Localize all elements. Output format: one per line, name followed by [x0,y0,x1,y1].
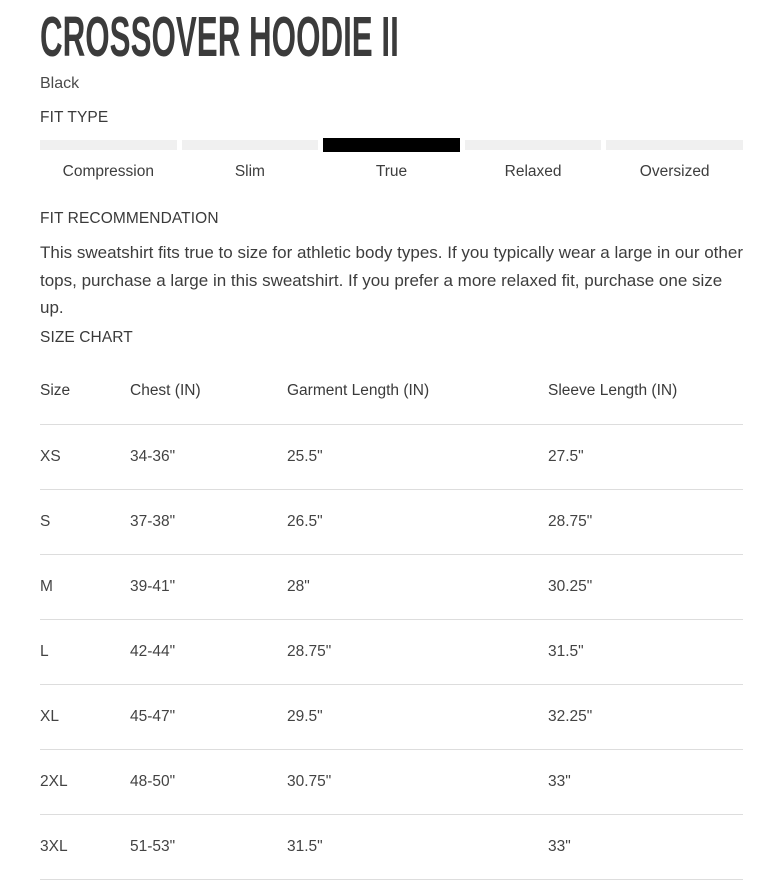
garment-length-cell: 31.5" [287,837,323,855]
size-cell: XL [40,707,59,725]
page-title [40,5,743,69]
fit-bar-track [465,138,602,152]
sleeve-length-cell: 32.25" [548,707,593,725]
fit-bar [606,140,743,150]
fit-option [465,138,602,181]
table-row [40,815,743,880]
chest-cell: 37-38" [130,512,176,530]
column-header-sleeve-length: Sleeve Length (IN) [548,382,678,399]
chest-cell: 45-47" [130,707,176,725]
chest-cell: 39-41" [130,577,176,595]
column-header-size: Size [40,382,71,399]
fit-bar [182,140,319,150]
fit-option [40,138,177,181]
table-row [40,555,743,620]
sleeve-length-cell: 33" [548,837,571,855]
sleeve-length-cell: 30.25" [548,577,593,595]
garment-length-cell: 28.75" [287,642,332,660]
size-chart-table [40,359,743,880]
sleeve-length-cell: 33" [548,772,571,790]
chest-cell: 51-53" [130,837,176,855]
fit-bar-track [182,138,319,152]
table-row [40,620,743,685]
chest-cell: 48-50" [130,772,176,790]
size-cell: 3XL [40,837,68,855]
fit-bar [40,140,177,150]
garment-length-cell: 25.5" [287,447,323,465]
size-cell: XS [40,447,61,465]
garment-length-cell: 26.5" [287,512,323,530]
fit-option [323,138,460,181]
fit-type-label: FIT TYPE [40,109,109,126]
fit-bar-track [40,138,177,152]
fit-bar [465,140,602,150]
fit-option [606,138,743,181]
table-header-row [40,359,743,425]
fit-recommendation-label: FIT RECOMMENDATION [40,210,219,227]
sleeve-length-cell: 31.5" [548,642,584,660]
fit-recommendation-text: This sweatshirt fits true to size for athletic body types. If you typically wear a large in our other tops, purchase a large in this sweatshirt. If you prefer a more relaxed fit, purchase one size up. [40,243,743,317]
table-row [40,490,743,555]
garment-length-cell: 30.75" [287,772,332,790]
size-cell: 2XL [40,772,68,790]
size-cell: L [40,642,49,660]
table-row [40,685,743,750]
garment-length-cell: 29.5" [287,707,323,725]
fit-bar-track [323,138,460,152]
chest-cell: 34-36" [130,447,176,465]
color-name: Black [40,75,80,92]
size-cell: M [40,577,53,595]
garment-length-cell: 28" [287,577,310,595]
table-row [40,750,743,815]
fit-option [182,138,319,181]
sleeve-length-cell: 27.5" [548,447,584,465]
column-header-chest: Chest (IN) [130,382,201,399]
fit-bar-track [606,138,743,152]
sleeve-length-cell: 28.75" [548,512,593,530]
chest-cell: 42-44" [130,642,176,660]
table-row [40,425,743,490]
fit-option-label: Compression [62,163,154,180]
fit-option-label: Slim [234,163,265,180]
size-cell: S [40,512,51,530]
fit-option-label: Relaxed [504,163,562,180]
page-title-text: CROSSOVER HOODIE II [40,5,399,69]
fit-bar-selected [323,138,460,152]
fit-type-indicator [40,138,743,181]
column-header-garment-length: Garment Length (IN) [287,382,430,399]
size-chart-label: SIZE CHART [40,328,133,346]
fit-option-label: True [375,163,408,180]
fit-option-label: Oversized [639,163,710,180]
